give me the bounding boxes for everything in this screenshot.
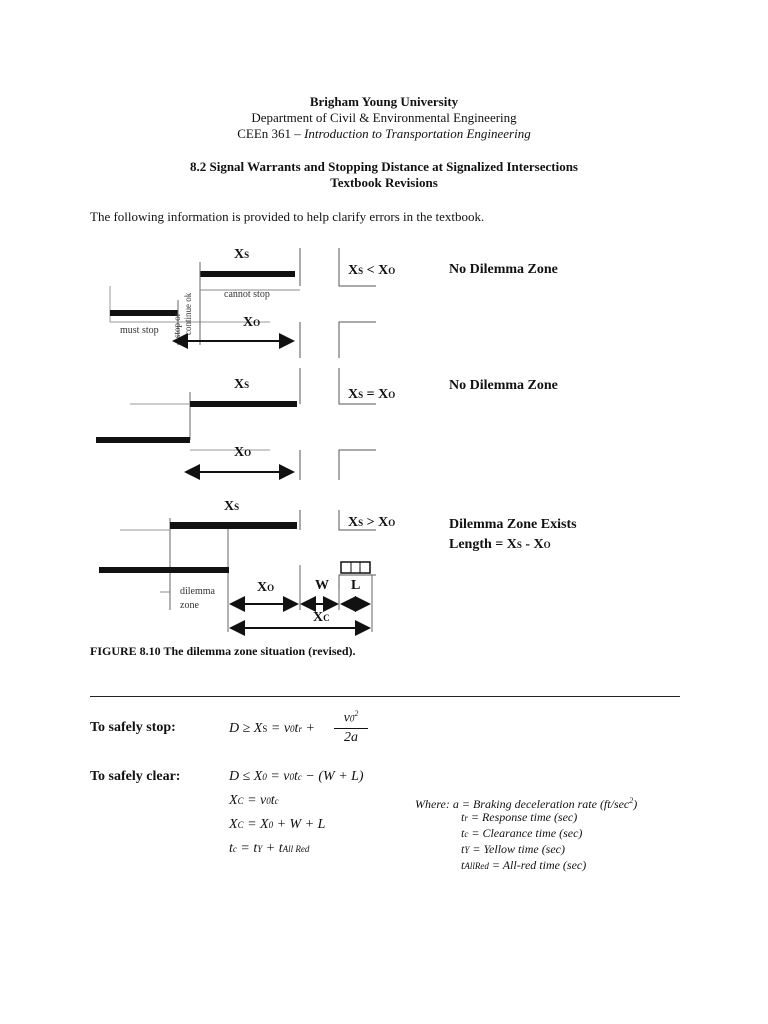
clear-equation-3: XC = X0 + W + L [229, 817, 326, 832]
clear-equation-2: XC = v0tc [229, 793, 279, 808]
course-code: CEEn 361 – [237, 126, 305, 141]
stop-or-label: stop or [172, 313, 182, 338]
xc-label: XC [313, 610, 330, 625]
xo-label-2: XO [234, 445, 252, 460]
clear-equation-1: D ≤ X0 = v0tc − (W + L) [229, 769, 364, 784]
where-a: Where: a = Braking deceleration rate $(ft/\sec^2)$ [415, 796, 638, 811]
course-name: Introduction to Transportation Engineering [304, 126, 531, 141]
xs-bar-1 [200, 271, 295, 277]
cannot-stop-label: cannot stop [224, 289, 270, 300]
l-label: L [351, 578, 361, 593]
relation-label-2: XS = XO [348, 387, 396, 402]
vehicle-icon [341, 562, 370, 573]
w-label: W [315, 578, 329, 593]
xs-label-2: XS [234, 377, 250, 392]
panel-1 [110, 248, 376, 358]
xs-bar-2 [190, 401, 297, 407]
xo-label-3: XO [257, 580, 275, 595]
stop-equation: D ≥ XS = v0tr + [229, 721, 315, 736]
divider [90, 696, 680, 697]
where-tr: tr = Response time (sec) [461, 810, 578, 824]
xo-bar-1 [110, 310, 178, 316]
clear-label: To safely clear: [90, 769, 181, 784]
zone-label-2: No Dilemma Zone [449, 378, 558, 393]
figure-caption: FIGURE 8.10 The dilemma zone situation (revised). [90, 644, 356, 658]
xs-label-3: XS [224, 499, 240, 514]
panel-3 [99, 510, 376, 632]
stop-label: To safely stop: [90, 720, 176, 735]
where-ty: tY = Yellow time (sec) [461, 842, 566, 856]
continue-ok-label: continue ok [183, 292, 193, 335]
section-title: 8.2 Signal Warrants and Stopping Distance at Signalized Intersections [189, 159, 578, 174]
university-name: Brigham Young University [309, 94, 459, 109]
zone-small-label: zone [180, 600, 199, 611]
clear-equation-4: tc = tY + tAll Red [229, 841, 310, 856]
xo-label-1: XO [243, 315, 261, 330]
xs-label-1: XS [234, 247, 250, 262]
stop-fraction: $v0^2$ 2a [334, 705, 368, 747]
zone-label-1: No Dilemma Zone [449, 262, 558, 277]
section-subtitle: Textbook Revisions [330, 175, 438, 190]
xo-bar-3 [99, 567, 229, 573]
relation-label-3: XS > XO [348, 515, 396, 530]
xo-bar-2 [96, 437, 190, 443]
dilemma-label: dilemma [180, 586, 215, 597]
dilemma-length-label: Length = XS - XO [449, 537, 551, 552]
where-tc: tc = Clearance time (sec) [461, 826, 583, 840]
dilemma-zone-exists-label: Dilemma Zone Exists [449, 517, 577, 532]
department-name: Department of Civil & Environmental Engineering [251, 110, 517, 125]
must-stop-label: must stop [120, 325, 159, 336]
relation-label-1: XS < XO [348, 263, 396, 278]
xs-bar-3 [170, 522, 297, 529]
intro-text: The following information is provided to help clarify errors in the textbook. [90, 209, 485, 224]
where-tallred: tAllRed = All-red time (sec) [461, 858, 587, 872]
